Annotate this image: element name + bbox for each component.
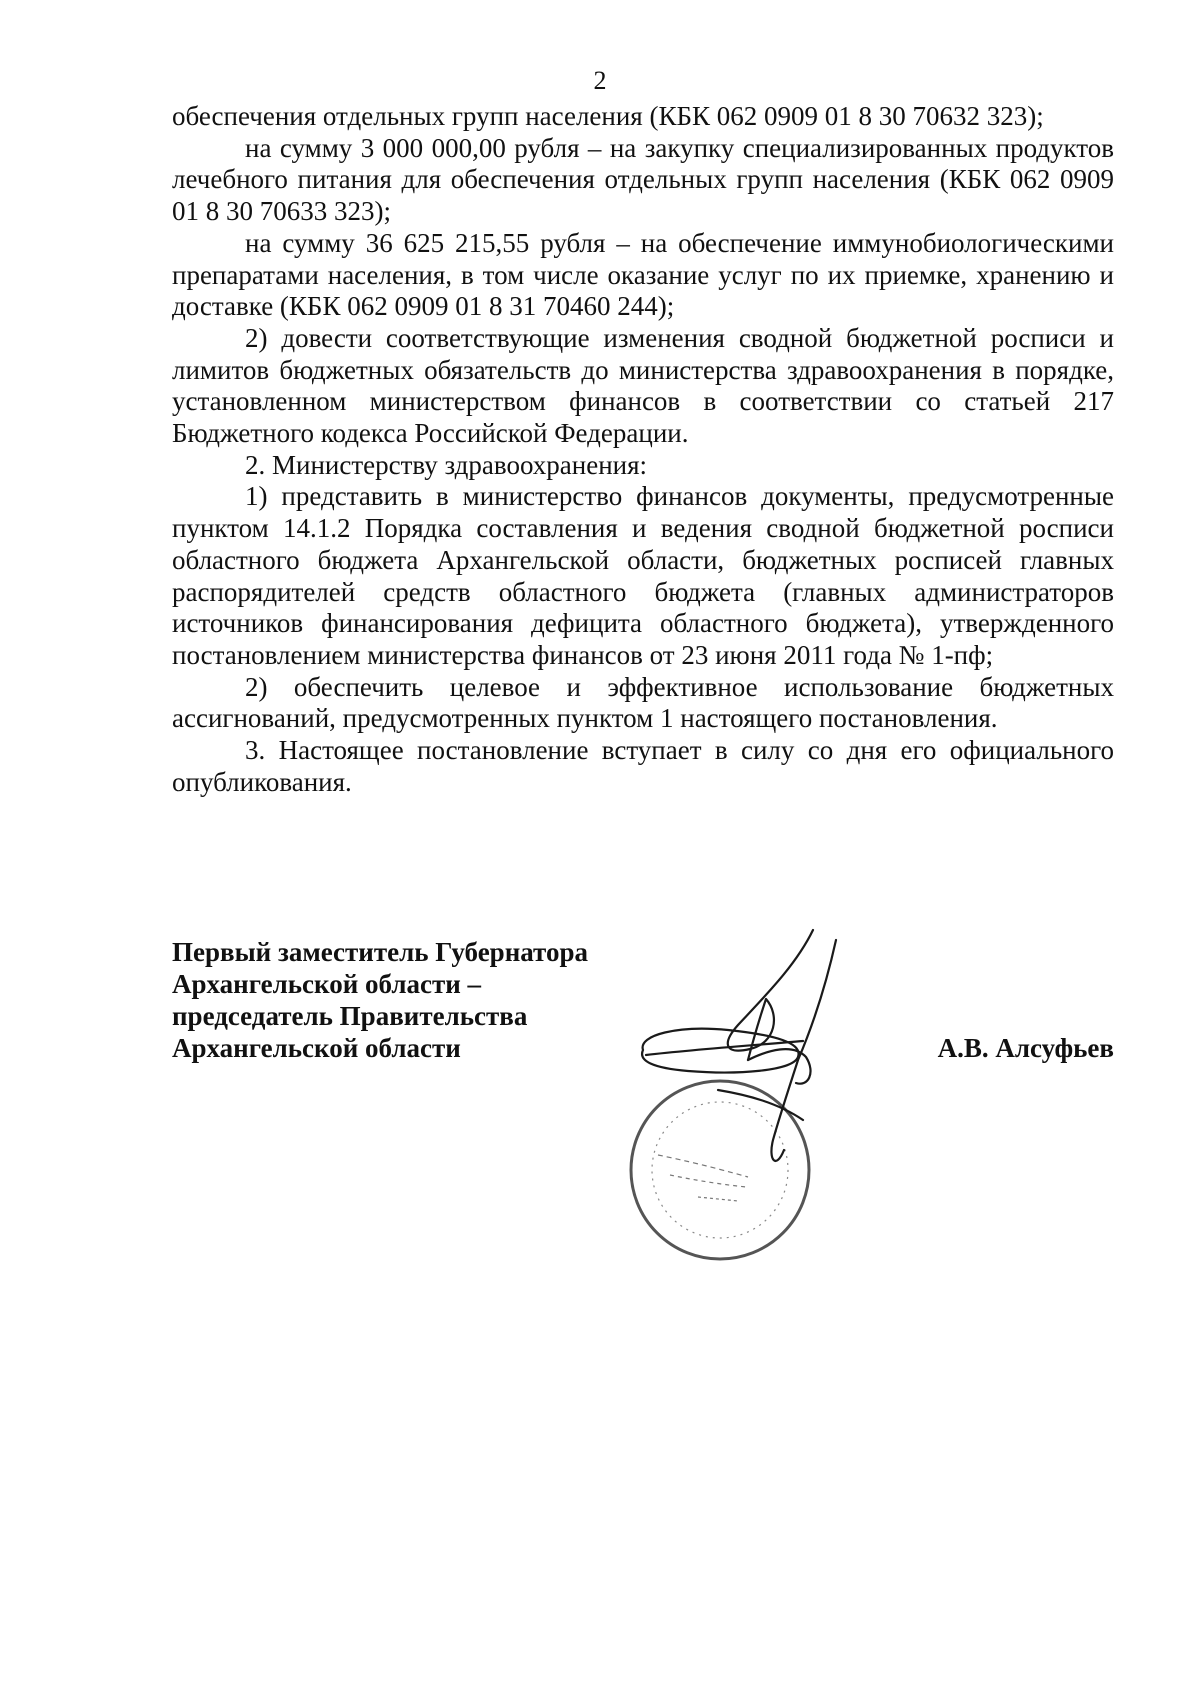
signature-and-seal (598, 925, 898, 1265)
signatory-position-line: Архангельской области – (172, 969, 482, 999)
paragraph-kbk-70632: обеспечения отдельных групп населения (КБК 062 0909 01 8 30 70632 323); (172, 101, 1044, 131)
paragraph-submit-documents: 1) представить в министерство финансов документы, предусмотренные пунктом 14.1.2 Порядка составления и ведения сводной бюджетной росписи областного бюджета Архангельской области, бюджетных росписей главных распорядителей средств областного бюджета (главных администраторов источников финансирования дефицита областного бюджета), утвержденного постановлением министерства финансов от 23 июня 2011 года № 1-пф; (172, 481, 1114, 670)
page-number: 2 (593, 66, 607, 95)
paragraph-sum-36625215: на сумму 36 625 215,55 рубля – на обеспечение иммунобиологическими препаратами населения, в том числе оказание услуг по их приемке, хранению и доставке (КБК 062 0909 01 8 31 70460 244); (172, 227, 1114, 322)
handwritten-signature (642, 930, 836, 1161)
paragraph-target-use: 2) обеспечить целевое и эффективное использование бюджетных ассигнований, предусмотренных пунктом 1 настоящего постановления. (172, 671, 1114, 734)
paragraph-budget-changes: 2) довести соответствующие изменения сводной бюджетной росписи и лимитов бюджетных обязательств до министерства здравоохранения в порядке, установленном министерством финансов в соответствии со статьей 217 Бюджетного кодекса Российской Федерации. (172, 322, 1114, 449)
signatory-position (172, 936, 642, 1064)
document-body (172, 101, 1114, 798)
paragraph-sum-3000000: на сумму 3 000 000,00 рубля – на закупку специализированных продуктов лечебного питания для обеспечения отдельных групп населения (КБК 062 0909 01 8 30 70633 323); (172, 132, 1114, 227)
signatory-name: А.В. Алсуфьев (937, 1033, 1114, 1063)
signatory-position-line: Архангельской области (172, 1033, 461, 1063)
paragraph-entry-into-force: 3. Настоящее постановление вступает в силу со дня его официального опубликования. (172, 735, 1114, 797)
signatory-position-line: Первый заместитель Губернатора (172, 937, 588, 967)
signatory-position-line: председатель Правительства (172, 1001, 528, 1031)
paragraph-ministry-heading: 2. Министерству здравоохранения: (245, 449, 648, 480)
